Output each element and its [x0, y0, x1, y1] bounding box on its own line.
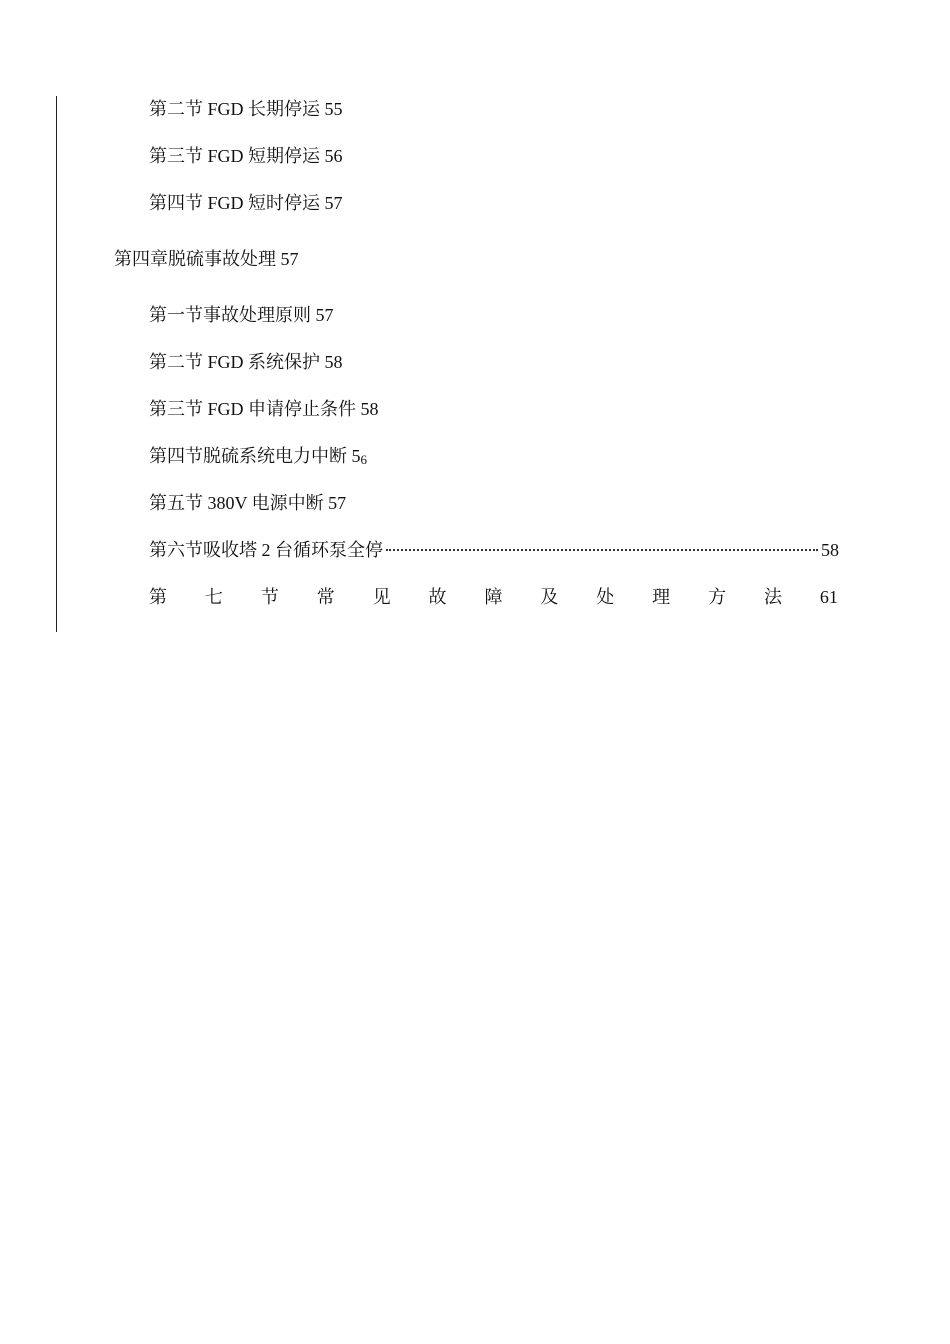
toc-entry-page-subscript: 6 [360, 452, 367, 467]
toc-entry-pumps-stop[interactable] [149, 538, 839, 562]
toc-entry-title: 第四节脱硫系统电力中断 5 [149, 446, 361, 466]
toc-char: 障 [484, 587, 503, 607]
toc-entry-power-interruption[interactable] [149, 444, 367, 470]
toc-char: 节 [260, 587, 279, 607]
toc-entry-common-faults[interactable] [149, 585, 838, 609]
margin-rule [56, 96, 57, 632]
toc-char: 见 [372, 587, 391, 607]
toc-entry-fgd-short-shutdown[interactable]: 第三节 FGD 短期停运 56 [149, 146, 343, 166]
toc-entry-fgd-long-shutdown[interactable]: 第二节 FGD 长期停运 55 [149, 99, 343, 119]
toc-entry-380v-interruption[interactable]: 第五节 380V 电源中断 57 [149, 493, 347, 513]
toc-char: 常 [316, 587, 335, 607]
toc-chapter-accident-handling[interactable]: 第四章脱硫事故处理 57 [114, 249, 299, 269]
toc-entry-accident-principles[interactable]: 第一节事故处理原则 57 [149, 305, 334, 325]
toc-char: 第 [149, 587, 167, 607]
toc-char: 处 [596, 587, 615, 607]
toc-char: 故 [428, 587, 447, 607]
toc-entry-title: 第六节吸收塔 2 台循环泵全停 [149, 540, 383, 560]
toc-char: 七 [204, 587, 223, 607]
toc-char: 法 [763, 587, 782, 607]
toc-char: 理 [652, 587, 671, 607]
toc-entry-fgd-brief-shutdown[interactable]: 第四节 FGD 短时停运 57 [149, 193, 343, 213]
toc-entry-fgd-stop-conditions[interactable]: 第三节 FGD 申请停止条件 58 [149, 399, 379, 419]
toc-entry-page: 61 [819, 587, 838, 607]
toc-char: 方 [708, 587, 727, 607]
dot-leader [386, 549, 818, 551]
toc-char: 及 [540, 587, 559, 607]
toc-entry-page: 58 [821, 540, 839, 560]
toc-entry-fgd-system-protection[interactable]: 第二节 FGD 系统保护 58 [149, 352, 343, 372]
